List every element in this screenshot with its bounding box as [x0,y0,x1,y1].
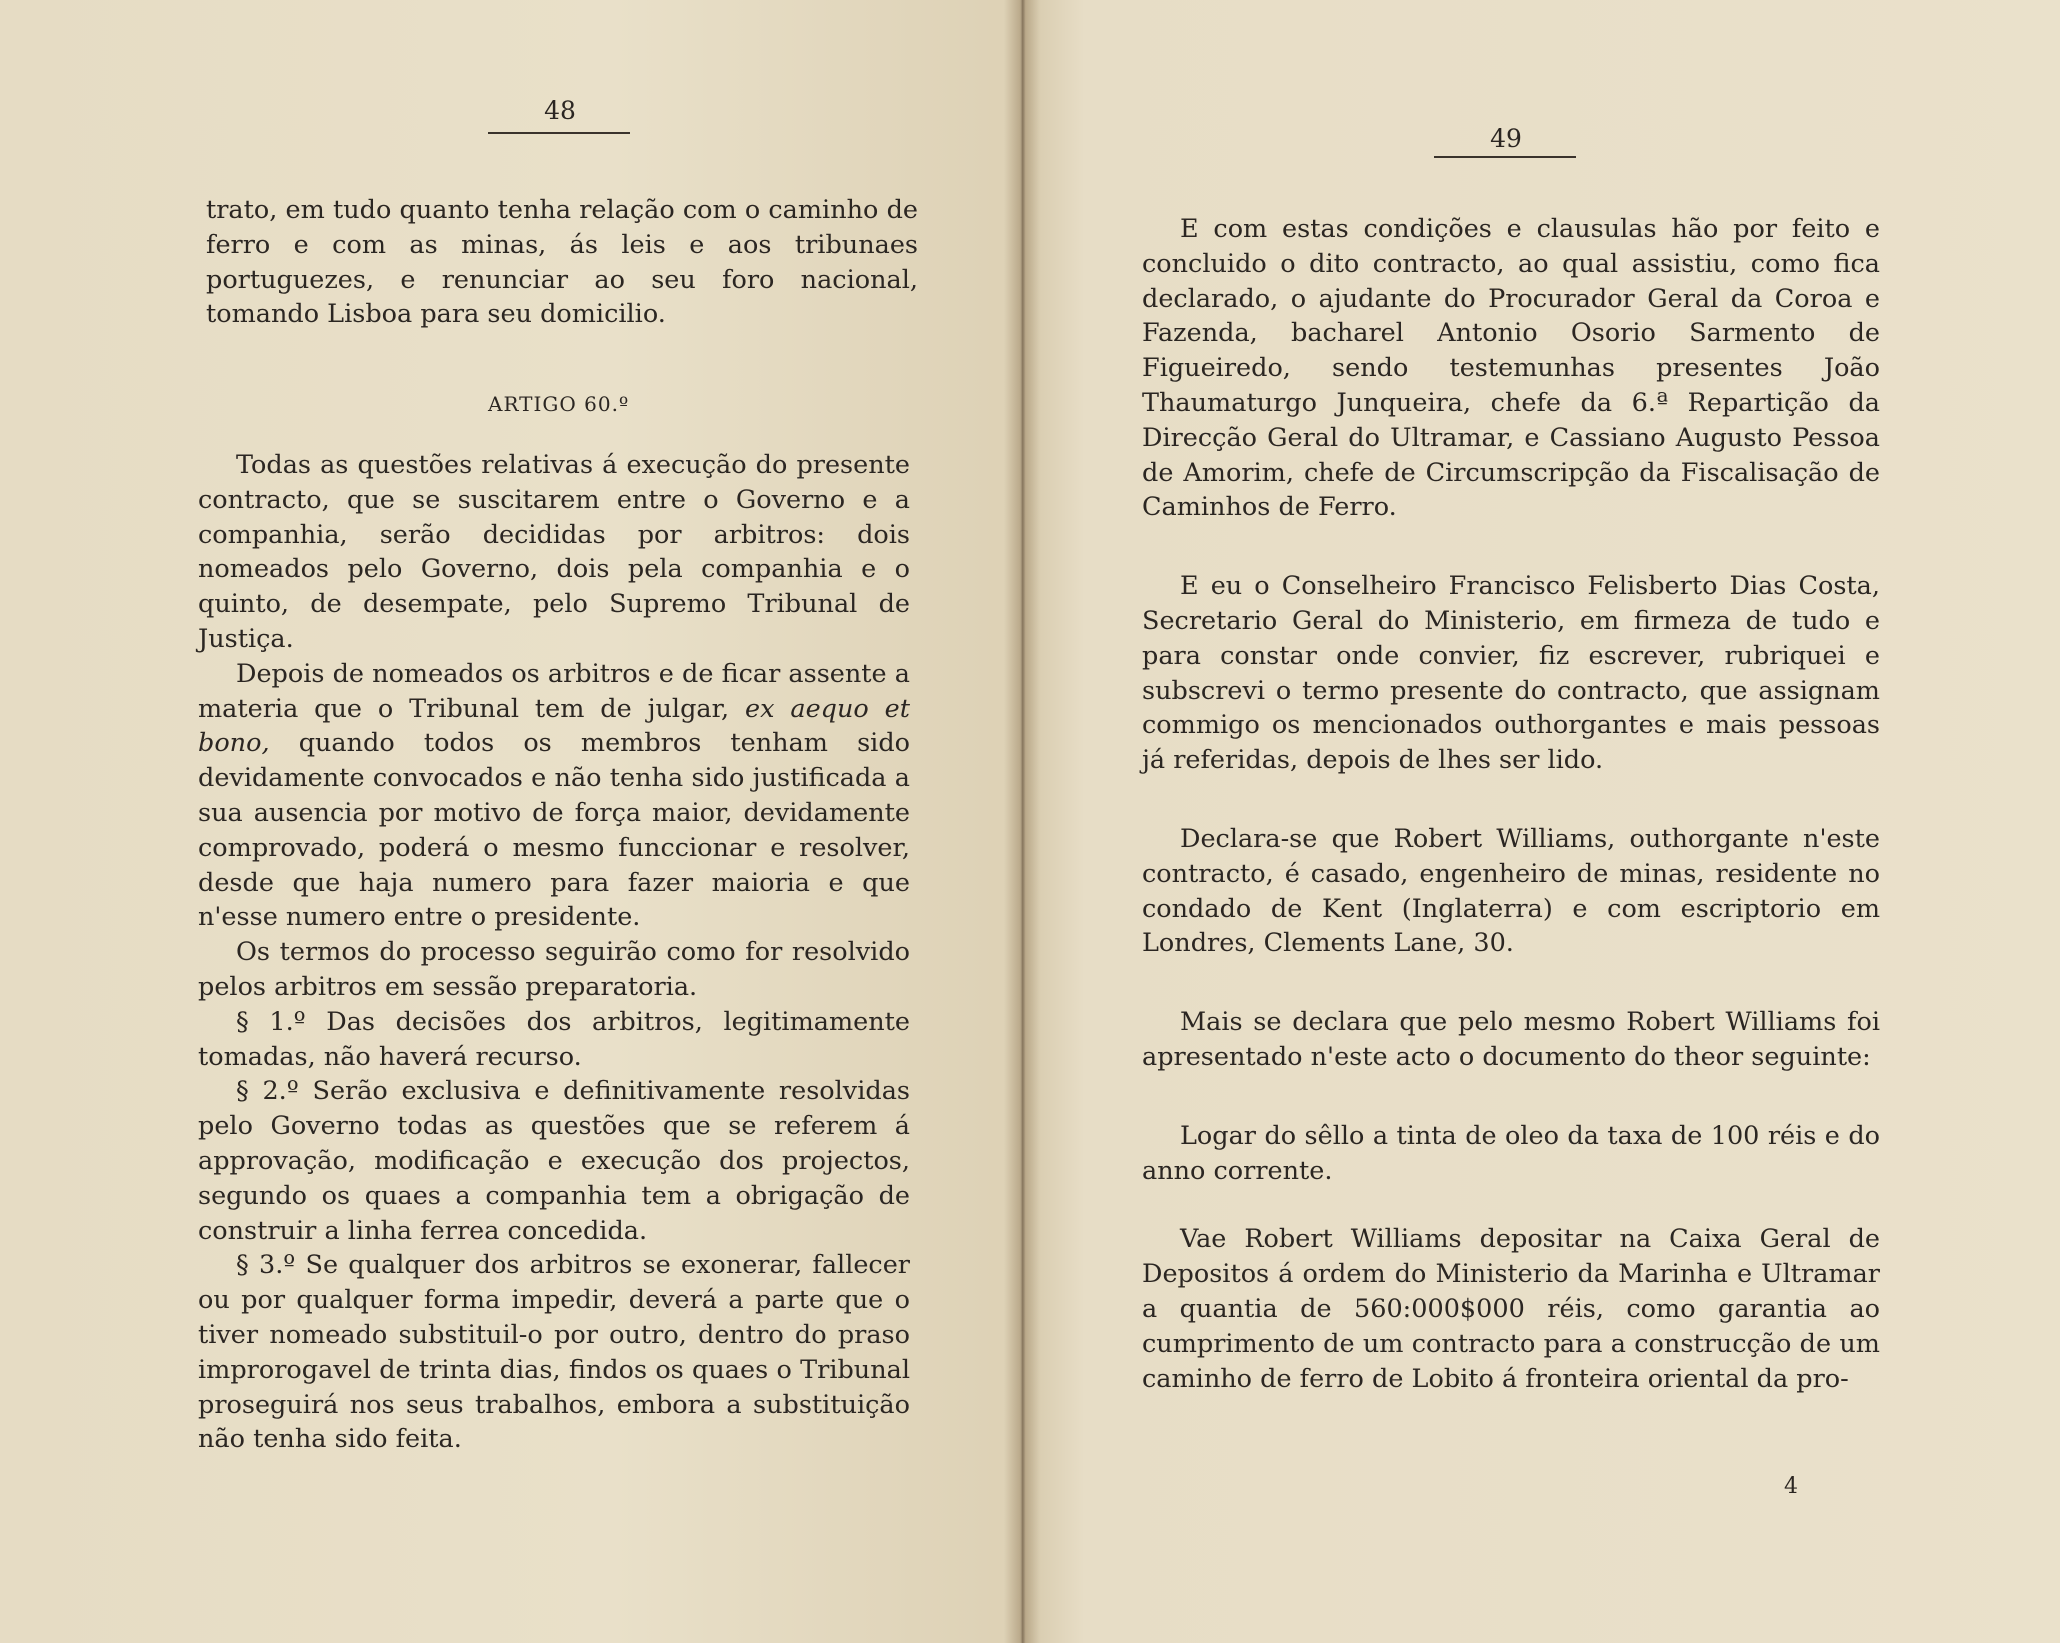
right-paragraph-4: Mais se declara que pelo mesmo Robert Williams foi apresentado n'este acto o documento do theor seguinte: [1142,1007,1880,1072]
section-3: § 3.º Se qualquer dos arbitros se exonerar, fallecer ou por qualquer forma impedir, deverá a parte que o tiver nomeado substituil-o por outro, dentro do praso improrogavel de trinta dias, findos os quaes o Tribunal proseguirá nos seus trabalhos, embora a substituição não tenha sido feita. [198,1250,910,1455]
right-paragraph-5: Logar do sêllo a tinta de oleo da taxa de 100 réis e do anno corrente. [1142,1120,1880,1186]
book-gutter [1004,0,1040,1643]
right-paragraph-1: E com estas condições e clausulas hão por feito e concluido o dito contracto, ao qual assistiu, como fica declarado, o ajudante do Procurador Geral da Coroa e Fazenda, bacharel Antonio Osorio Sarmento de Figueiredo, sendo testemunhas presentes João Thaumaturgo Junqueira, chefe da 6.ª Repartição da Direcção Geral do Ultramar, e Cassiano Augusto Pessoa de Amorim, chefe de Circumscripção da Fiscalisação de Caminhos de Ferro. [1142,214,1880,523]
left-paragraph-2 [198,657,910,935]
left-page-number: 48 [544,96,576,125]
right-page-number: 49 [1490,124,1522,153]
latin-phrase: ex aequo et bono, [198,693,910,759]
right-paragraph-3: Declara-se que Robert Williams, outhorgante n'este contracto, é casado, engenheiro de minas, residente no condado de Kent (Inglaterra) e com escriptorio em Londres, Clements Lane, 30. [1142,823,1880,959]
right-paragraph-6: Vae Robert Williams depositar na Caixa Geral de Depositos á ordem do Ministerio da Marinha e Ultramar a quantia de 560:000$000 réis, como garantia ao cumprimento de um contracto para a construcção de um caminho de ferro de Lobito á fronteira oriental da pro- [1142,1224,1880,1394]
section-2: § 2.º Serão exclusiva e definitivamente resolvidas pelo Governo todas as questões que se referem á approvação, modificação e execução dos projectos, segundo os quaes a companhia tem a obrigação de construir a linha ferrea concedida. [198,1076,910,1246]
left-page-number-rule [488,132,630,134]
right-paragraph-2: E eu o Conselheiro Francisco Felisberto Dias Costa, Secretario Geral do Ministerio, em firmeza de tudo e para constar onde convier, fiz escrever, rubriquei e subscrevi o termo presente do contracto, que assignam commigo os mencionados outhorgantes e mais pessoas já referidas, depois de lhes ser lido. [1142,571,1880,776]
left-paragraph-2-end: quando todos os membros tenham sido devidamente convocados e não tenha sido justificada a sua ausencia por motivo de força maior, devidamente comprovado, poderá o mesmo funccionar e resolver, desde que haja numero para fazer maioria e que n'esse numero entre o presidente. [198,728,911,933]
left-opening-paragraph: trato, em tudo quanto tenha relação com o caminho de ferro e com as minas, ás leis e aos tribunaes portuguezes, e renunciar ao seu foro nacional, tomando Lisboa para seu domicilio. [206,195,918,330]
left-paragraph-2-start: Depois de nomeados os arbitros e de ficar assente a materia que o Tribunal tem de julgar, [198,658,910,724]
right-page-number-rule [1434,156,1576,158]
left-page [0,0,1022,1643]
left-page-opening [206,193,918,332]
right-page [1022,0,2060,1643]
section-1: § 1.º Das decisões dos arbitros, legitimamente tomadas, não haverá recurso. [198,1006,910,1072]
article-heading: ARTIGO 60.º [488,392,630,416]
left-paragraph-1: Todas as questões relativas á execução do presente contracto, que se suscitarem entre o Governo e a companhia, serão decididas por arbitros: dois nomeados pelo Governo, dois pela companhia e o quinto, de desempate, pelo Supremo Tribunal de Justiça. [198,450,910,654]
left-paragraph-3: Os termos do processo seguirão como for resolvido pelos arbitros em sessão preparatoria. [198,937,910,1002]
signature-mark: 4 [1784,1474,1798,1499]
right-page-body [1142,212,1880,1396]
left-page-body [198,448,910,1457]
